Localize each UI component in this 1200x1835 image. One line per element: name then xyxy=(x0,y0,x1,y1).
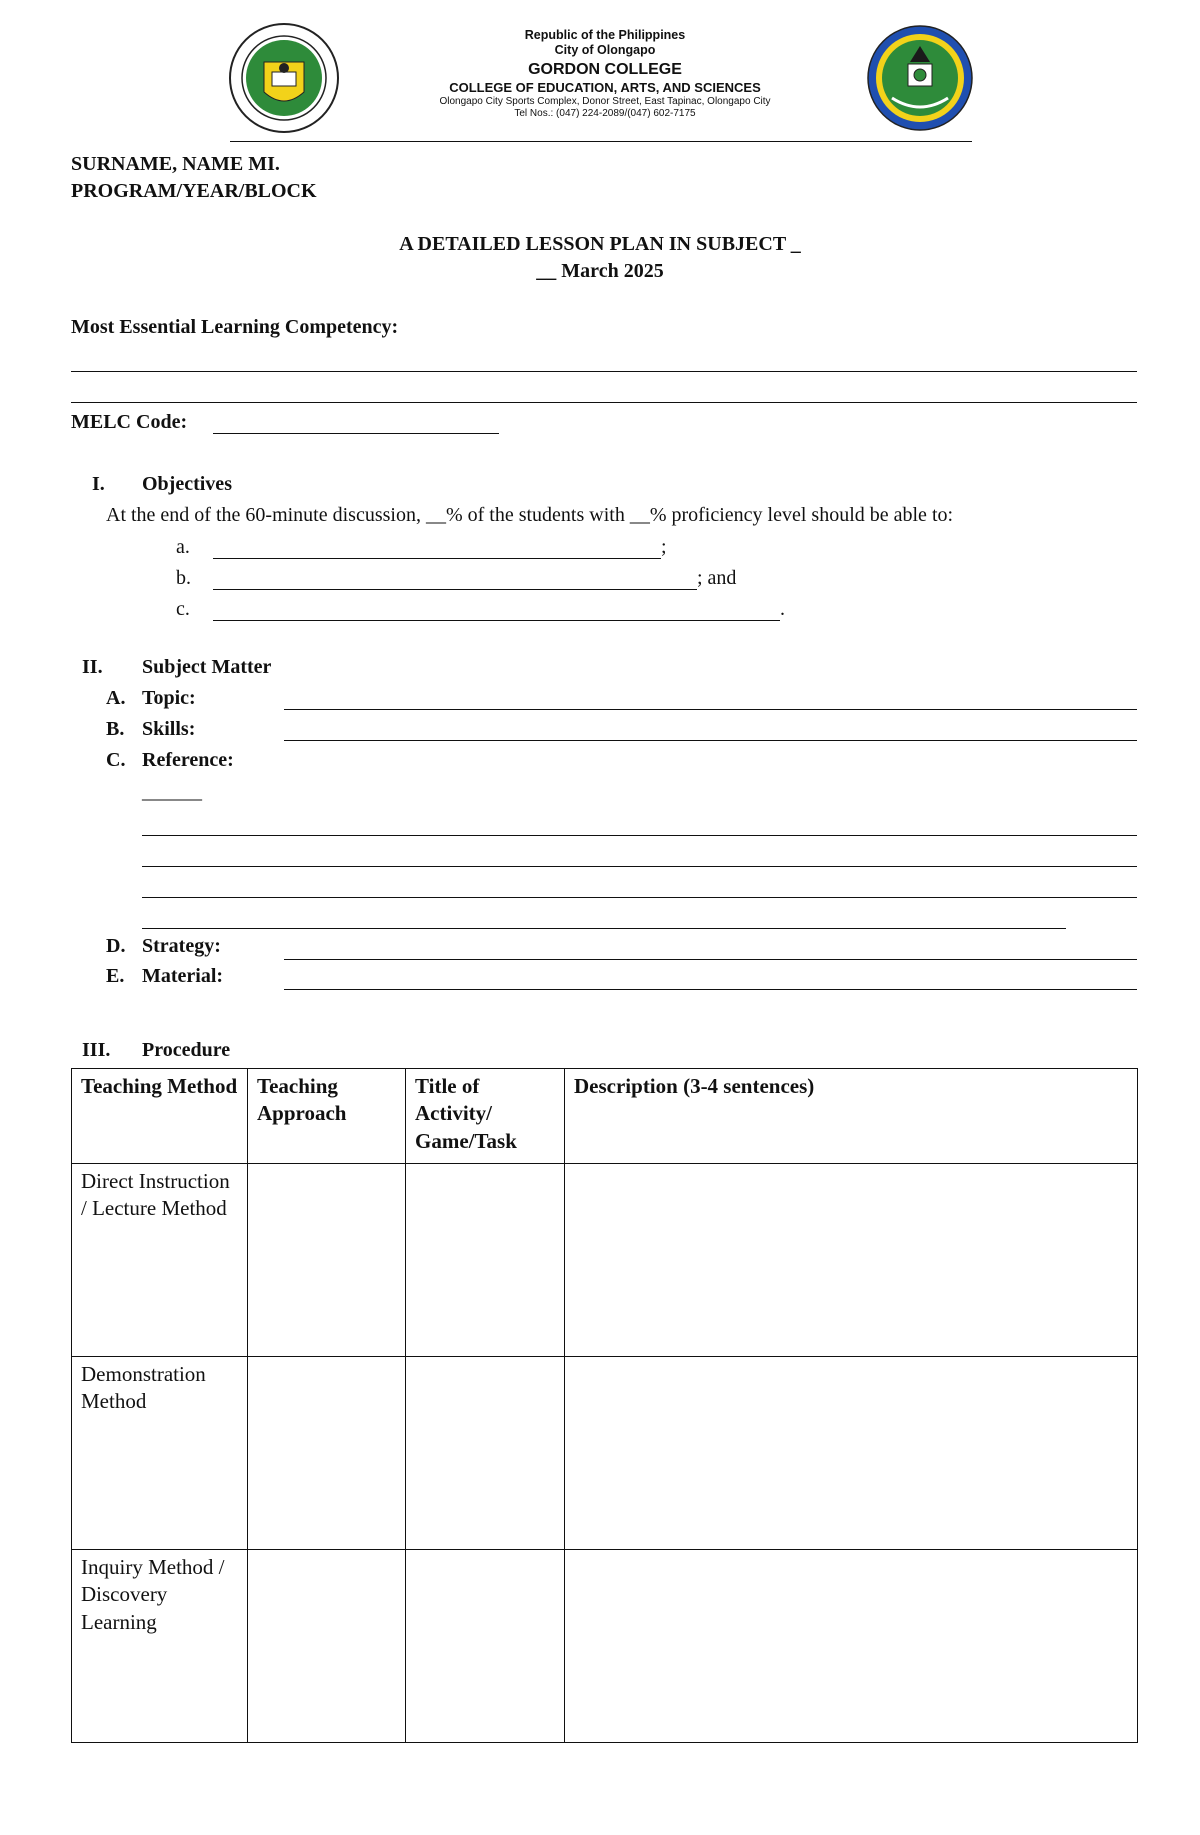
topic-line xyxy=(284,709,1137,710)
objective-c-suffix: . xyxy=(780,598,785,620)
column-header-description: Description (3-4 sentences) xyxy=(565,1069,1138,1164)
table-row xyxy=(72,1164,1138,1357)
reference-label: Reference: xyxy=(142,749,234,771)
table-row xyxy=(72,1550,1138,1743)
objective-a-line xyxy=(213,558,661,559)
objectives-heading: Objectives xyxy=(142,473,232,495)
column-header-teaching-approach: Teaching Approach xyxy=(248,1069,406,1164)
lesson-plan-title xyxy=(0,233,1200,283)
republic-text: Republic of the Philippines xyxy=(524,28,686,42)
strategy-label: Strategy: xyxy=(142,935,221,957)
letterhead xyxy=(405,28,805,120)
city-text: City of Olongapo xyxy=(554,43,656,57)
skills-line xyxy=(284,740,1137,741)
reference-letter: C. xyxy=(106,749,126,771)
telephone-text: Tel Nos.: (047) 224-2089/(047) 602-7175 xyxy=(514,107,696,119)
objective-b-letter: b. xyxy=(176,567,191,589)
procedure-heading: Procedure xyxy=(142,1039,231,1061)
title-line-1: A DETAILED LESSON PLAN IN SUBJECT _ xyxy=(399,233,801,255)
objective-b-suffix: ; and xyxy=(697,567,737,589)
reference-line-4 xyxy=(142,928,1066,929)
teaching-approach-cell[interactable] xyxy=(248,1164,406,1357)
material-line xyxy=(284,989,1137,990)
description-cell[interactable] xyxy=(565,1164,1138,1357)
teaching-approach-cell[interactable] xyxy=(248,1357,406,1550)
melc-competency-label: Most Essential Learning Competency: xyxy=(71,316,399,338)
objective-b-line xyxy=(213,589,697,590)
activity-title-cell[interactable] xyxy=(406,1550,565,1743)
header-rule xyxy=(230,141,972,142)
topic-label: Topic: xyxy=(142,687,196,709)
strategy-line xyxy=(284,959,1137,960)
description-cell[interactable] xyxy=(565,1357,1138,1550)
college-name: GORDON COLLEGE xyxy=(528,61,682,78)
skills-label: Skills: xyxy=(142,718,196,740)
reference-first-line: ______ xyxy=(142,781,202,803)
student-name-label: SURNAME, NAME MI. xyxy=(71,153,280,175)
procedure-header-row xyxy=(72,1069,1138,1164)
objectives-numeral: I. xyxy=(92,473,105,495)
material-letter: E. xyxy=(106,965,125,987)
program-year-block-label: PROGRAM/YEAR/BLOCK xyxy=(71,180,317,202)
strategy-letter: D. xyxy=(106,935,126,957)
subject-matter-heading: Subject Matter xyxy=(142,656,272,678)
objective-c-line xyxy=(213,620,780,621)
teaching-approach-cell[interactable] xyxy=(248,1550,406,1743)
teaching-method-cell: Inquiry Method / Discovery Learning xyxy=(72,1550,248,1743)
address-text: Olongapo City Sports Complex, Donor Street, East Tapinac, Olongapo City xyxy=(439,95,771,107)
description-cell[interactable] xyxy=(565,1550,1138,1743)
reference-line-3 xyxy=(142,897,1137,898)
material-label: Material: xyxy=(142,965,224,987)
gordon-college-seal-right xyxy=(866,24,974,132)
melc-code-line xyxy=(213,433,499,434)
reference-line-2 xyxy=(142,866,1137,867)
objective-c-letter: c. xyxy=(176,598,190,620)
column-header-teaching-method: Teaching Method xyxy=(72,1069,248,1164)
objective-a-letter: a. xyxy=(176,536,190,558)
table-row xyxy=(72,1357,1138,1550)
teaching-method-cell: Direct Instruction / Lecture Method xyxy=(72,1164,248,1357)
procedure-numeral: III. xyxy=(82,1039,111,1061)
reference-line-1 xyxy=(142,835,1137,836)
melc-code-label: MELC Code: xyxy=(71,411,188,433)
melc-competency-line-2 xyxy=(71,402,1137,403)
objectives-intro: At the end of the 60-minute discussion, __% of the students with __% proficiency level should be able to: xyxy=(106,504,954,526)
procedure-table xyxy=(71,1068,1138,1743)
teaching-method-cell: Demonstration Method xyxy=(72,1357,248,1550)
melc-competency-line-1 xyxy=(71,371,1137,372)
department-name: COLLEGE OF EDUCATION, ARTS, AND SCIENCES xyxy=(449,80,761,96)
subject-matter-numeral: II. xyxy=(82,656,103,678)
topic-letter: A. xyxy=(106,687,126,709)
column-header-activity-title: Title of Activity/ Game/Task xyxy=(406,1069,565,1164)
objective-a-suffix: ; xyxy=(661,536,667,558)
gordon-college-seal-left xyxy=(228,22,340,134)
skills-letter: B. xyxy=(106,718,125,740)
title-line-2: __ March 2025 xyxy=(536,260,664,282)
activity-title-cell[interactable] xyxy=(406,1357,565,1550)
activity-title-cell[interactable] xyxy=(406,1164,565,1357)
